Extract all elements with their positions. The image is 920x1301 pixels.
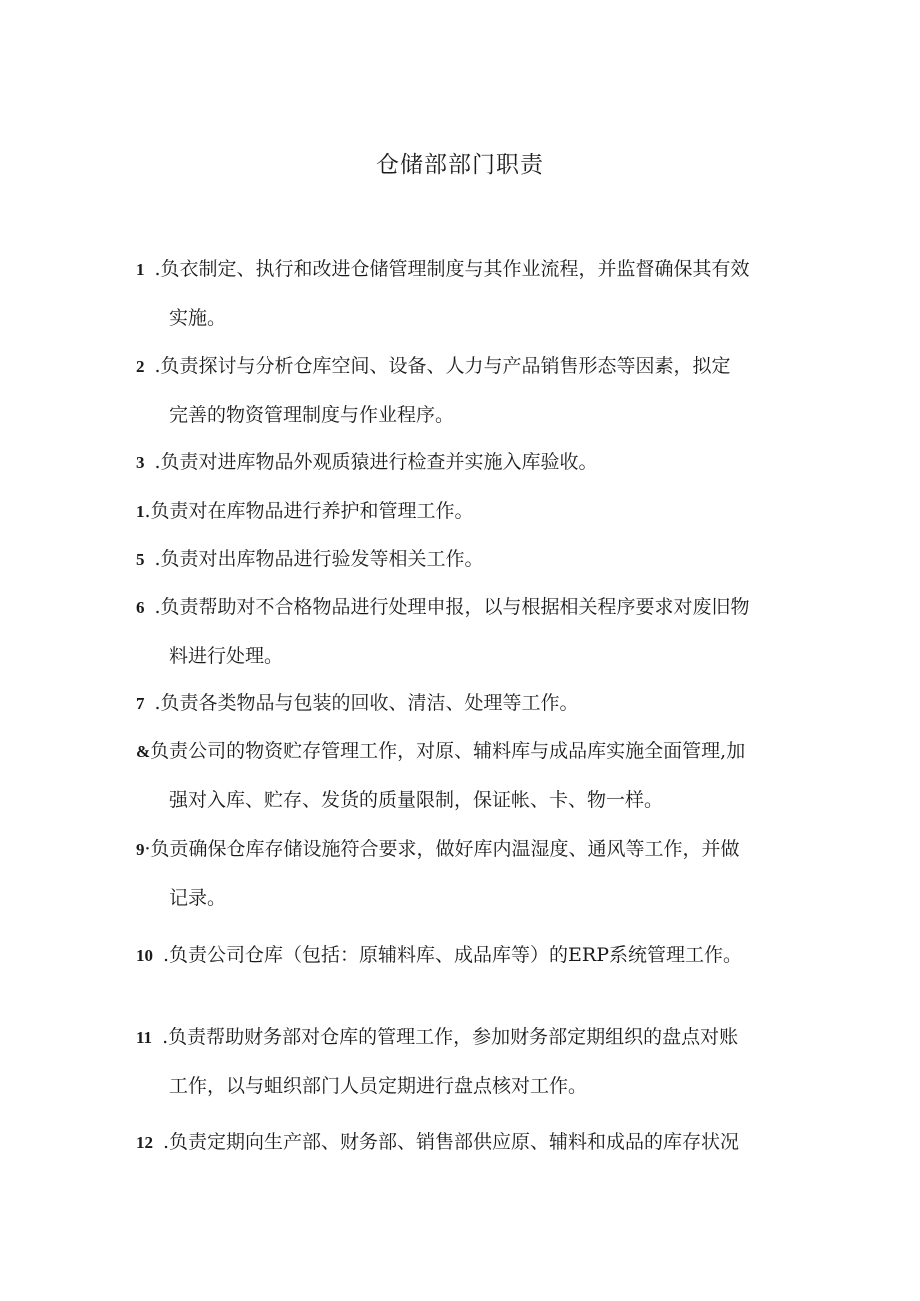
item-text: 负贡确保仓库存储设施符合要求，做好库内温湿度、通风等工作，并做	[150, 838, 740, 860]
item-separator: .	[154, 258, 161, 280]
list-item-10	[136, 931, 786, 980]
item-text-continued: 完善的物资管理制度与作业程序。	[169, 404, 455, 426]
list-item-1	[136, 245, 786, 342]
list-item-2	[136, 342, 786, 439]
item-text: 负责对出库物品进行验发等相关工作。	[160, 548, 484, 570]
item-number: 2	[136, 357, 145, 376]
item-separator: .	[162, 1026, 169, 1048]
item-number: 1	[136, 502, 145, 521]
item-text: 负责探讨与分析仓库空间、设备、人力与产品销售形态等因素，拟定	[160, 355, 731, 377]
item-number: 11	[136, 1028, 153, 1047]
item-separator: .	[154, 692, 161, 714]
item-text: 负责帮助对不合格物品进行处理申报，以与根据相关程序要求对废旧物	[160, 596, 750, 618]
item-number: 7	[136, 694, 145, 713]
list-item-4	[136, 487, 786, 536]
item-separator: .	[154, 451, 161, 473]
item-separator: .	[154, 548, 161, 570]
item-number: 5	[136, 550, 145, 569]
list-item-8	[136, 727, 786, 824]
page-title: 仓储部部门职责	[376, 152, 544, 178]
item-text-continued: 工作，以与蛆织部门人员定期进行盘点核对工作。	[169, 1075, 588, 1097]
item-number: 10	[136, 946, 153, 965]
list-item-3	[136, 438, 786, 487]
list-item-5	[136, 535, 786, 584]
list-item-7	[136, 679, 786, 728]
item-text: 负责定期向生产部、财务部、销售部供应原、辅料和成品的库存状况	[169, 1131, 740, 1153]
item-text: 负责各类物品与包装的回收、清洁、处理等工作。	[160, 692, 579, 714]
item-separator: .	[163, 944, 170, 966]
item-separator: .	[144, 500, 151, 522]
item-text: 负责帮助财务部对仓库的管理工作，参加财务部定期组织的盘点对账	[168, 1026, 739, 1048]
item-text-continued: 实施。	[169, 307, 227, 329]
list-item-11	[136, 1013, 786, 1110]
list-item-6	[136, 583, 786, 680]
item-number: 9	[136, 840, 145, 859]
item-text-continued: 强对入库、贮存、发货的质量限制，保证帐、卡、物一样。	[169, 789, 664, 811]
item-text: 负衣制定、执行和改进仓储管理制度与其作业流程，并监督确保其有效	[160, 258, 750, 280]
item-number: 12	[136, 1133, 153, 1152]
item-number: 3	[136, 453, 145, 472]
item-separator: .	[163, 1131, 170, 1153]
item-text: 负责公司仓库（包括：原辅料库、成品库等）的ERP系统管理工作。	[169, 944, 743, 966]
list-item-9	[136, 825, 786, 922]
item-separator: ·	[144, 838, 151, 860]
item-text-continued: 记录。	[169, 887, 227, 909]
item-number: 6	[136, 598, 145, 617]
item-text: 负责对在库物品进行养护和管理工作。	[150, 500, 474, 522]
item-separator: .	[154, 596, 161, 618]
item-separator: .	[154, 355, 161, 377]
item-text: 负责对进库物品外观质猿进行检查并实施入库验收。	[160, 451, 598, 473]
item-number: &	[136, 742, 151, 761]
item-text: 负责公司的物资贮存管理工作，对原、辅料库与成品库实施全面管理,加	[150, 740, 746, 762]
list-item-12	[136, 1118, 786, 1167]
item-number: 1	[136, 260, 145, 279]
item-text-continued: 料进行处理。	[169, 645, 284, 667]
